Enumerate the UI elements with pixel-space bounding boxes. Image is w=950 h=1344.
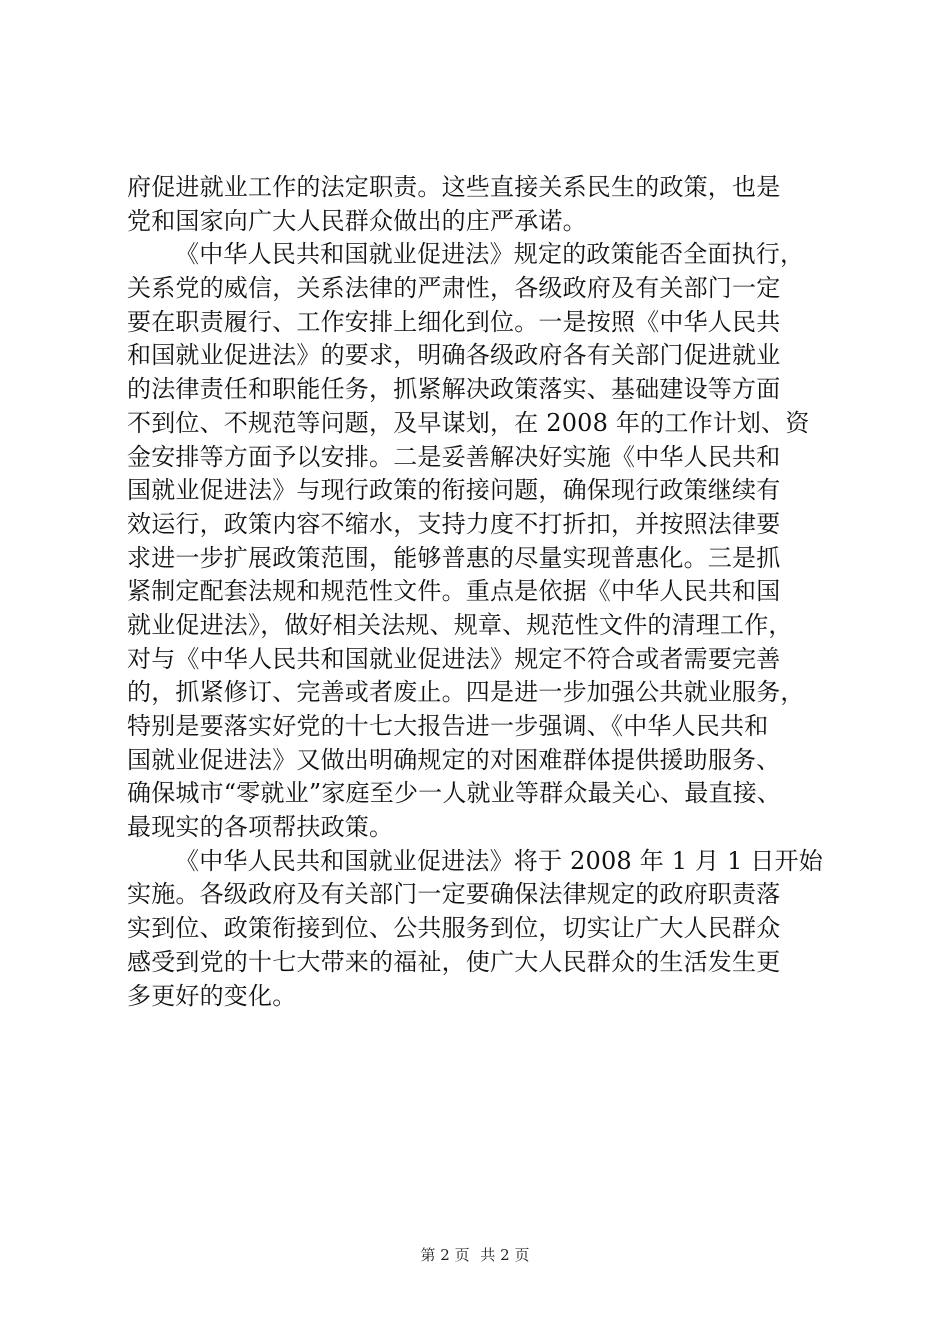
paragraph-start-line: 《中华人民共和国就业促进法》规定的政策能否全面执行， xyxy=(175,240,805,269)
text-line: 要在职责履行、工作安排上细化到位。一是按照《中华人民共 xyxy=(127,307,781,336)
text-line: 实到位、政策衔接到位、公共服务到位，切实让广大人民群众 xyxy=(127,914,781,943)
text-line: 就业促进法》，做好相关法规、规章、规范性文件的清理工作， xyxy=(127,610,793,639)
text-line: 的，抓紧修订、完善或者废止。四是进一步加强公共就业服务， xyxy=(127,678,805,707)
text-line: 国就业促进法》与现行政策的衔接问题，确保现行政策继续有 xyxy=(127,476,781,505)
text-line: 府促进就业工作的法定职责。这些直接关系民生的政策，也是 xyxy=(127,173,781,201)
text-line: 特别是要落实好党的十七大报告进一步强调、《中华人民共和 xyxy=(127,712,769,740)
text-line: 党和国家向广大人民群众做出的庄严承诺。 xyxy=(127,206,587,235)
text-line: 求进一步扩展政策范围，能够普惠的尽量实现普惠化。三是抓 xyxy=(127,543,781,572)
text-line: 对与《中华人民共和国就业促进法》规定不符合或者需要完善 xyxy=(127,644,781,673)
text-line: 感受到党的十七大带来的福祉，使广大人民群众的生活发生更 xyxy=(127,947,781,976)
text-line: 关系党的威信，关系法律的严肃性，各级政府及有关部门一定 xyxy=(127,274,781,303)
text-line: 紧制定配套法规和规范性文件。重点是依据《中华人民共和国 xyxy=(127,577,781,606)
body-text xyxy=(127,171,830,1013)
page-footer xyxy=(0,1244,950,1265)
page-total: 共 2 页 xyxy=(480,1246,530,1264)
text-line: 金安排等方面予以安排。二是妥善解决好实施《中华人民共和 xyxy=(127,442,781,471)
text-line: 确保城市“零就业”家庭至少一人就业等群众最关心、最直接、 xyxy=(127,779,782,808)
text-line: 国就业促进法》又做出明确规定的对困难群体提供援助服务、 xyxy=(127,745,781,774)
text-line: 的法律责任和职能任务，抓紧解决政策落实、基础建设等方面 xyxy=(127,375,781,404)
page-number: 第 2 页 xyxy=(420,1246,470,1264)
text-line: 效运行，政策内容不缩水，支持力度不打折扣，并按照法律要 xyxy=(127,509,781,538)
text-line: 和国就业促进法》的要求，明确各级政府各有关部门促进就业 xyxy=(127,341,781,370)
text-line: 不到位、不规范等问题，及早谋划，在 2008 年的工作计划、资 xyxy=(127,408,810,437)
text-line: 实施。各级政府及有关部门一定要确保法律规定的政府职责落 xyxy=(127,880,781,909)
paragraph-start-line: 《中华人民共和国就业促进法》将于 2008 年 1 月 1 日开始 xyxy=(175,846,823,875)
text-line: 多更好的变化。 xyxy=(127,981,297,1010)
text-line: 最现实的各项帮扶政策。 xyxy=(127,813,394,842)
